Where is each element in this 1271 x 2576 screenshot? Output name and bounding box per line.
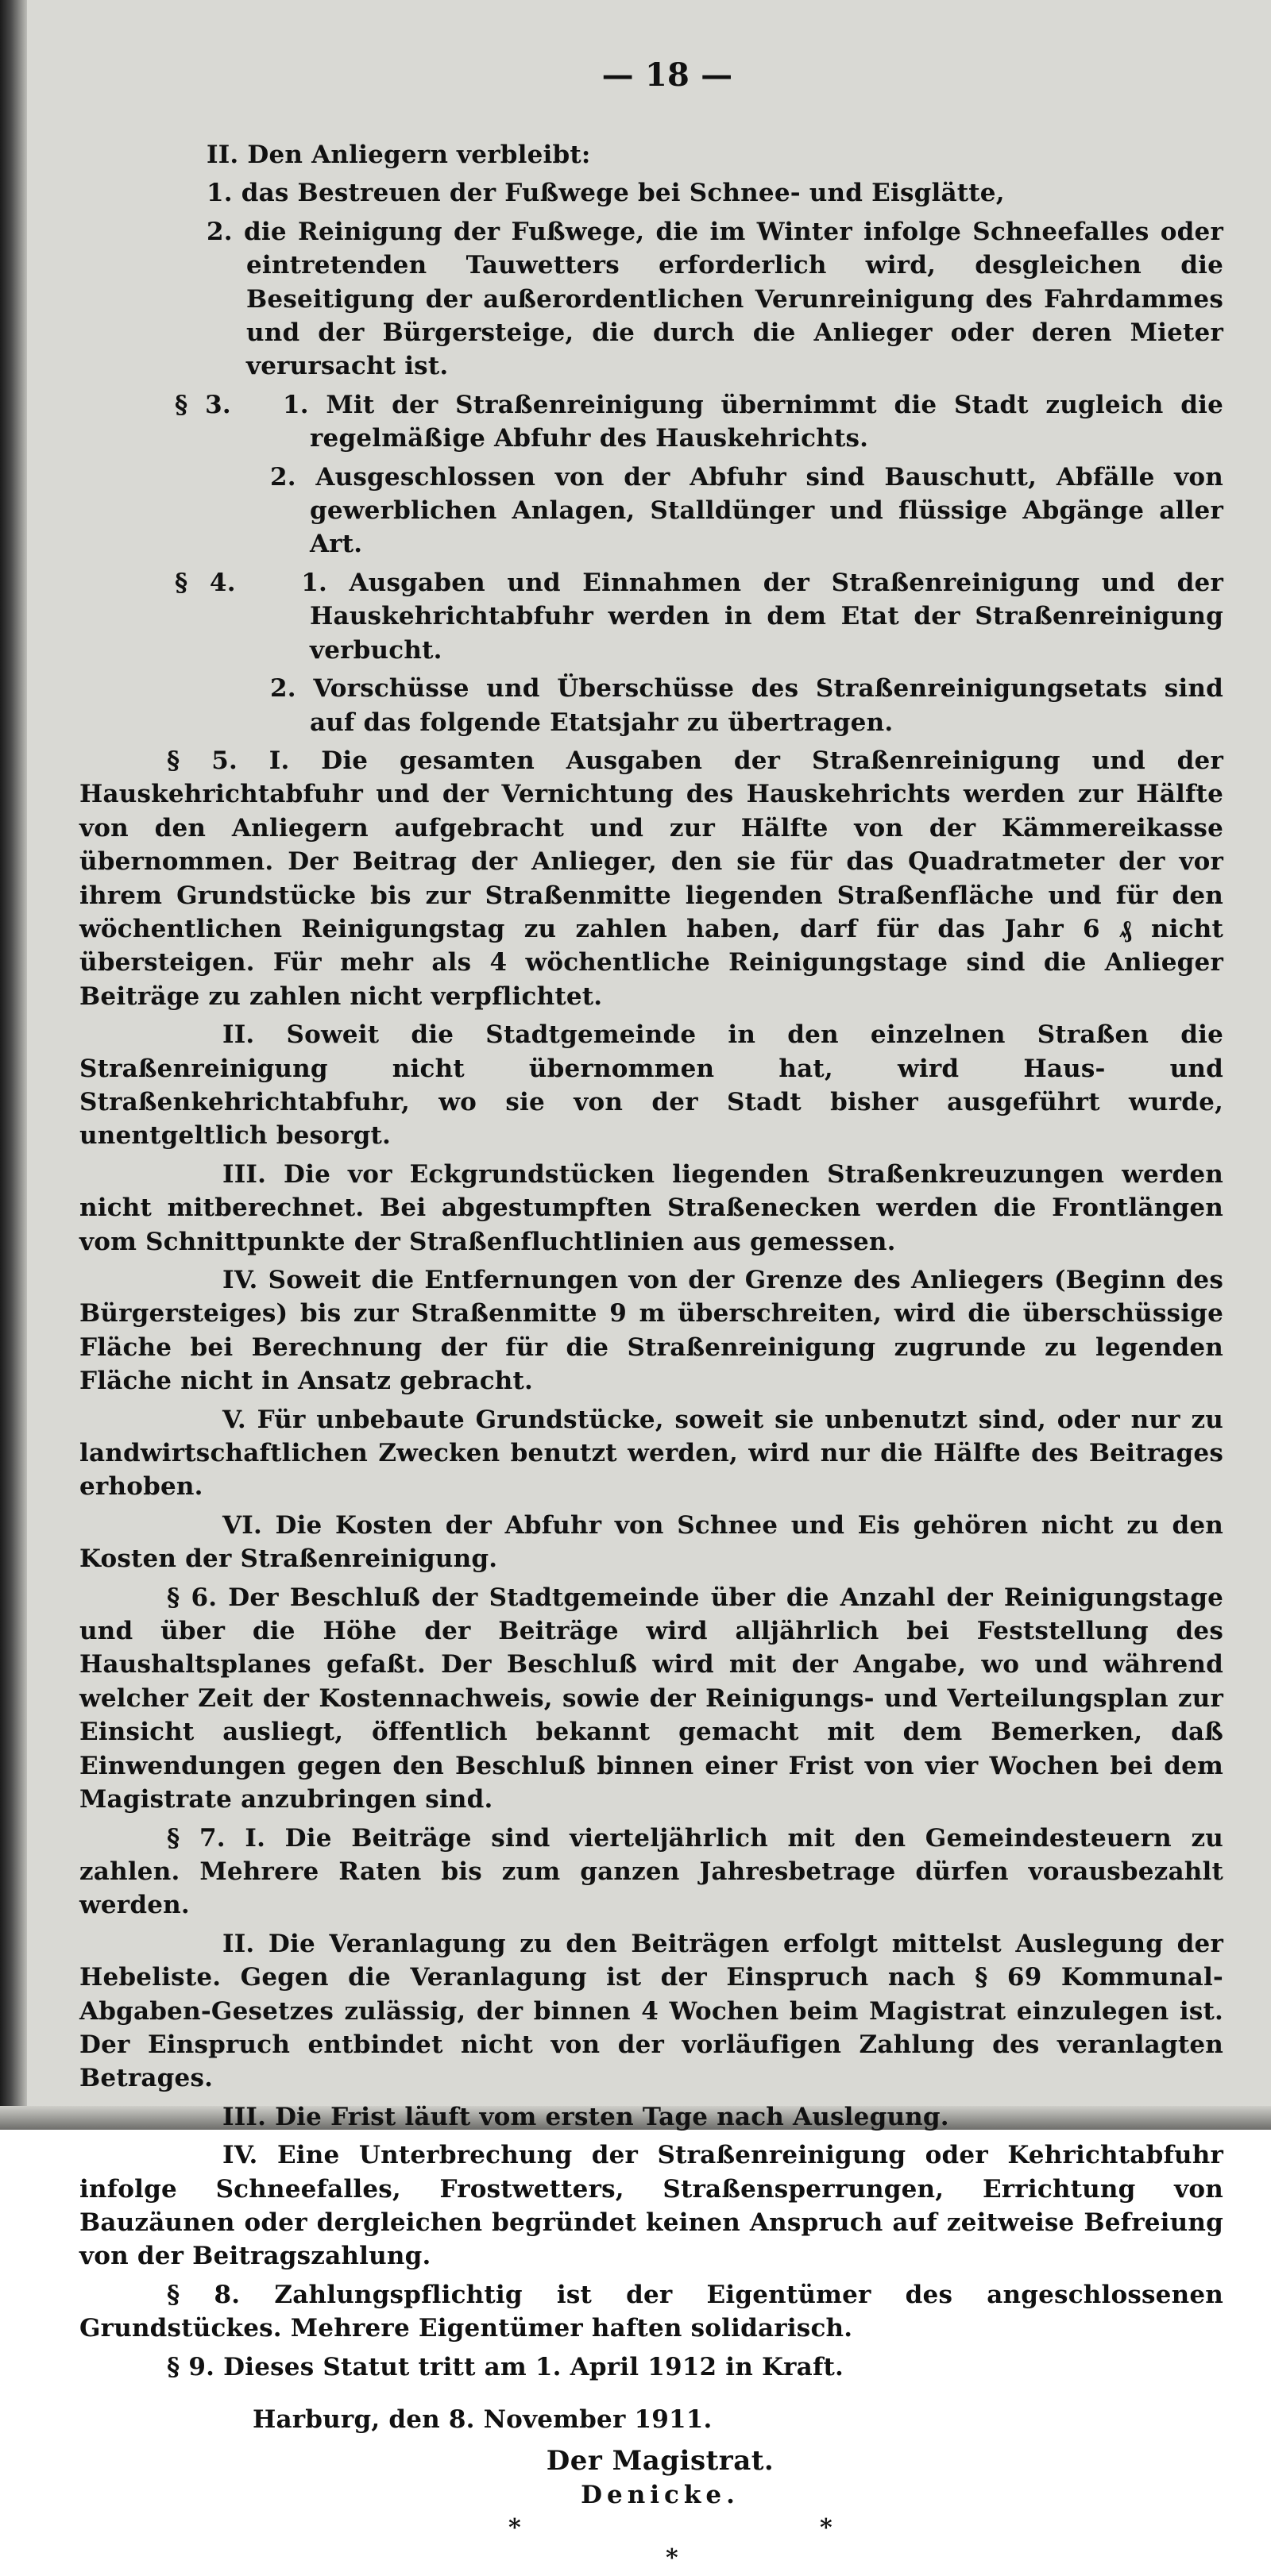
paragraph-4-item-1 xyxy=(79,566,1223,667)
page-number: — 18 — xyxy=(601,56,733,94)
paragraph-3-item-1 xyxy=(79,388,1223,456)
separator-star: * xyxy=(820,2514,833,2543)
paragraph-9: § 9. Dieses Statut tritt am 1. April 1912 in Kraft. xyxy=(167,2352,844,2381)
place-date: Harburg, den 8. November 1911. xyxy=(253,2405,713,2434)
paragraph-4-label: § 4. xyxy=(175,568,236,597)
signature-name: Denicke. xyxy=(581,2480,740,2509)
paragraph-5-vi: VI. Die Kosten der Abfuhr von Schnee und Eis gehören nicht zu den Kosten der Straßenreinigung. xyxy=(79,1510,1223,1574)
signature-organization: Der Magistrat. xyxy=(546,2445,775,2478)
paragraph-7-ii: II. Die Veranlagung zu den Beiträgen erfolgt mittelst Auslegung der Hebeliste. Gegen die Veranlagung ist der Einspruch nach § 69 Kommunal-Abgaben-Gesetzes zulässig, der binnen 4 Wochen beim Magistrat einzulegen ist. Der Einspruch entbindet nicht von der vorläufigen Zahlung des veranlagten Betrages. xyxy=(79,1929,1223,2093)
paragraph-5-iii: III. Die vor Eckgrundstücken liegenden Straßenkreuzungen werden nicht mitberechnet. Bei abgestumpften Straßenecken werden die Frontlängen vom Schnittpunkte der Straßenfluchtlinien aus gemessen. xyxy=(79,1159,1223,1256)
section-ii-heading: II. Den Anliegern verbleibt: xyxy=(207,141,591,169)
separator-stars xyxy=(79,2512,1223,2575)
paragraph-4-text-1: 1. Ausgaben und Einnahmen der Straßenreinigung und der Hauskehrichtabfuhr werden in dem Etat der Straßenreinigung verbucht. xyxy=(301,568,1223,665)
paragraph-3-item-2: 2. Ausgeschlossen von der Abfuhr sind Bauschutt, Abfälle von gewerblichen Anlagen, Stalldünger und flüssige Abgänge aller Art. xyxy=(270,462,1223,559)
page-edge-shadow xyxy=(0,0,27,2130)
anlieger-item-2: 2. die Reinigung der Fußwege, die im Winter infolge Schneefalles oder eintretenden Tauwetters erforderlich wird, desgleichen die Beseitigung der außerordentlichen Verunreinigung des Fahrdammes und der Bürgersteige, die durch die Anlieger oder deren Mieter verursacht ist. xyxy=(207,217,1223,381)
separator-star: * xyxy=(508,2514,521,2543)
paragraph-5-v: V. Für unbebaute Grundstücke, soweit sie unbenutzt sind, oder nur zu landwirtschaftlichen Zwecken benutzt werden, wird nur die Hälfte des Beitrages erhoben. xyxy=(79,1405,1223,1502)
paragraph-7-iv: IV. Eine Unterbrechung der Straßenreinigung oder Kehrichtabfuhr infolge Schneefalles, Frostwetters, Straßensperrungen, Errichtung von Bauzäunen oder dergleichen begründet keinen Anspruch auf zeitweise Befreiung von der Beitragszahlung. xyxy=(79,2141,1223,2271)
separator-star: * xyxy=(666,2544,678,2573)
paragraph-7-i: § 7. I. Die Beiträge sind vierteljährlich mit den Gemeindesteuern zu zahlen. Mehrere Raten bis zum ganzen Jahresbetrage dürfen vorausbezahlt werden. xyxy=(79,1823,1223,1920)
paragraph-5-i: § 5. I. Die gesamten Ausgaben der Straßenreinigung und der Hauskehrichtabfuhr und der Vernichtung des Hauskehrichts werden zur Hälfte von den Anliegern aufgebracht und zur Hälfte von der Kämmereikasse übernommen. Der Beitrag der Anlieger, den sie für das Quadratmeter der vor ihrem Grundstücke bis zur Straßenmitte liegenden Straßenfläche und für den wöchentlichen Reinigungstag zu zahlen haben, darf für das Jahr 6 ₰ nicht übersteigen. Für mehr als 4 wöchentliche Reinigungstage sind die Anlieger Beiträge zu zahlen nicht verpflichtet. xyxy=(79,746,1223,1011)
paragraph-8: § 8. Zahlungspflichtig ist der Eigentümer des angeschlossenen Grundstückes. Mehrere Eigentümer haften solidarisch. xyxy=(79,2280,1223,2343)
paragraph-4-item-2: 2. Vorschüsse und Überschüsse des Straßenreinigungsetats sind auf das folgende Etatsjahr zu übertragen. xyxy=(270,674,1223,737)
paragraph-5-ii: II. Soweit die Stadtgemeinde in den einzelnen Straßen die Straßenreinigung nicht übernommen hat, wird Haus- und Straßenkehrichtabfuhr, wo sie von der Stadt bisher ausgeführt wurde, unentgeltlich besorgt. xyxy=(79,1020,1223,1151)
paragraph-6: § 6. Der Beschluß der Stadtgemeinde über die Anzahl der Reinigungstage und über die Höhe der Beiträge wird alljährlich bei Feststellung des Haushaltsplanes gefaßt. Der Beschluß wird mit der Angabe, wo und während welcher Zeit der Kostennachweis, sowie der Reinigungs- und Verteilungsplan zur Einsicht ausliegt, öffentlich bekannt gemacht mit dem Bemerken, daß Einwendungen gegen den Beschluß binnen einer Frist von vier Wochen bei dem Magistrate anzubringen sind. xyxy=(79,1583,1223,1814)
document-body xyxy=(79,48,1223,2575)
paragraph-3-label: § 3. xyxy=(175,390,231,419)
paragraph-3-text-1: 1. Mit der Straßenreinigung übernimmt die Stadt zugleich die regelmäßige Abfuhr des Hauskehrichts. xyxy=(282,390,1224,453)
anlieger-item-1: 1. das Bestreuen der Fußwege bei Schnee- und Eisglätte, xyxy=(207,179,1005,208)
paragraph-5-iv: IV. Soweit die Entfernungen von der Grenze des Anliegers (Beginn des Bürgersteiges) bis zur Straßenmitte 9 m überschreiten, wird die überschüssige Fläche bei Berechnung der für die Straßenreinigung zugrunde zu legenden Fläche nicht in Ansatz gebracht. xyxy=(79,1266,1223,1396)
paragraph-7-iii: III. Die Frist läuft vom ersten Tage nach Auslegung. xyxy=(222,2102,949,2131)
